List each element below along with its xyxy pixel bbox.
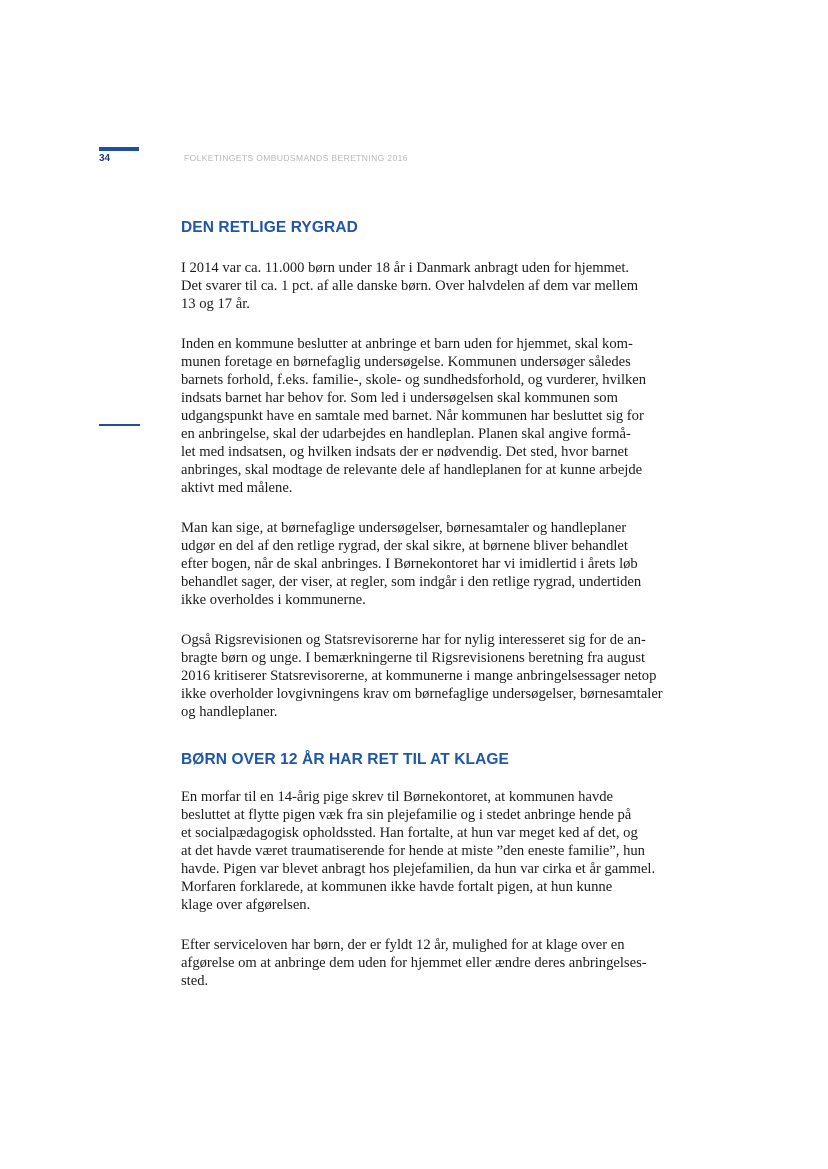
text-line: En morfar til en 14-årig pige skrev til Børnekontoret, at kommunen havde: [181, 789, 614, 805]
text-line: behandlet sager, der viser, at regler, som indgår i den retlige rygrad, undertiden: [181, 574, 642, 590]
text-line: afgørelse om at anbringe dem uden for hjemmet eller ændre deres anbringelses-: [181, 955, 647, 971]
text-line: aktivt med målene.: [181, 480, 293, 496]
text-line: Også Rigsrevisionen og Statsrevisorerne har for nylig interesseret sig for de an-: [181, 632, 646, 648]
paragraph: [181, 788, 673, 914]
text-line: Det svarer til ca. 1 pct. af alle danske børn. Over halvdelen af dem var mellem: [181, 278, 639, 294]
running-head: FOLKETINGETS OMBUDSMANDS BERETNING 2016: [184, 153, 408, 163]
text-line: efter bogen, når de skal anbringes. I Børnekontoret har vi imidlertid i årets løb: [181, 556, 638, 572]
header-accent-rule: [99, 147, 139, 151]
text-line: Inden en kommune beslutter at anbringe et barn uden for hjemmet, skal kom-: [181, 336, 633, 352]
text-line: ikke overholdes i kommunerne.: [181, 592, 366, 608]
text-line: sted.: [181, 973, 209, 989]
text-line: en anbringelse, skal der udarbejdes en handleplan. Planen skal angive formå-: [181, 426, 631, 442]
text-line: anbringes, skal modtage de relevante dele af handleplanen for at kunne arbejde: [181, 462, 643, 478]
text-line: Morfaren forklarede, at kommunen ikke havde fortalt pigen, at hun kunne: [181, 879, 613, 895]
text-line: I 2014 var ca. 11.000 børn under 18 år i Danmark anbragt uden for hjemmet.: [181, 260, 630, 276]
text-line: Man kan sige, at børnefaglige undersøgelser, børnesamtaler og handleplaner: [181, 520, 627, 536]
body-content: [181, 219, 673, 990]
text-line: 13 og 17 år.: [181, 296, 250, 312]
text-line: et socialpædagogisk opholdssted. Han fortalte, at hun var meget ked af det, og: [181, 825, 638, 841]
paragraph: [181, 936, 673, 990]
text-line: klage over afgørelsen.: [181, 897, 311, 913]
text-line: barnets forhold, f.eks. familie-, skole- og sundhedsforhold, og vurderer, hvilken: [181, 372, 647, 388]
page-number: 34: [99, 153, 111, 164]
text-line: Efter serviceloven har børn, der er fyldt 12 år, mulighed for at klage over en: [181, 937, 625, 953]
text-line: let med indsatsen, og hvilken indsats der er nødvendig. Det sted, hvor barnet: [181, 444, 629, 460]
text-line: bragte børn og unge. I bemærkningerne til Rigsrevisionens beretning fra august: [181, 650, 646, 666]
section-heading-boern-over-12: BØRN OVER 12 ÅR HAR RET TIL AT KLAGE: [181, 751, 509, 768]
text-line: ikke overholder lovgivningens krav om børnefaglige undersøgelser, børnesamtaler: [181, 686, 663, 702]
text-line: munen foretage en børnefaglig undersøgelse. Kommunen undersøger således: [181, 354, 631, 370]
text-line: havde. Pigen var blevet anbragt hos plejefamilien, da hun var cirka et år gammel.: [181, 861, 656, 877]
margin-accent-rule: [99, 424, 140, 426]
paragraph: [181, 519, 673, 609]
text-line: udgør en del af den retlige rygrad, der skal sikre, at børnene bliver behandlet: [181, 538, 628, 554]
text-line: og handleplaner.: [181, 704, 278, 720]
text-line: besluttet at flytte pigen væk fra sin plejefamilie og i stedet anbringe hende på: [181, 807, 632, 823]
paragraph: [181, 335, 673, 497]
text-line: at det havde været traumatiserende for hende at miste ”den eneste familie”, hun: [181, 843, 645, 859]
text-line: udgangspunkt have en samtale med barnet. Når kommunen har besluttet sig for: [181, 408, 644, 424]
paragraph: [181, 259, 673, 313]
text-line: 2016 kritiserer Statsrevisorerne, at kommunerne i mange anbringelsessager netop: [181, 668, 657, 684]
section-heading-retlige-rygrad: DEN RETLIGE RYGRAD: [181, 219, 358, 236]
paragraph: [181, 631, 673, 721]
text-line: indsats barnet har behov for. Som led i undersøgelsen skal kommunen som: [181, 390, 618, 406]
